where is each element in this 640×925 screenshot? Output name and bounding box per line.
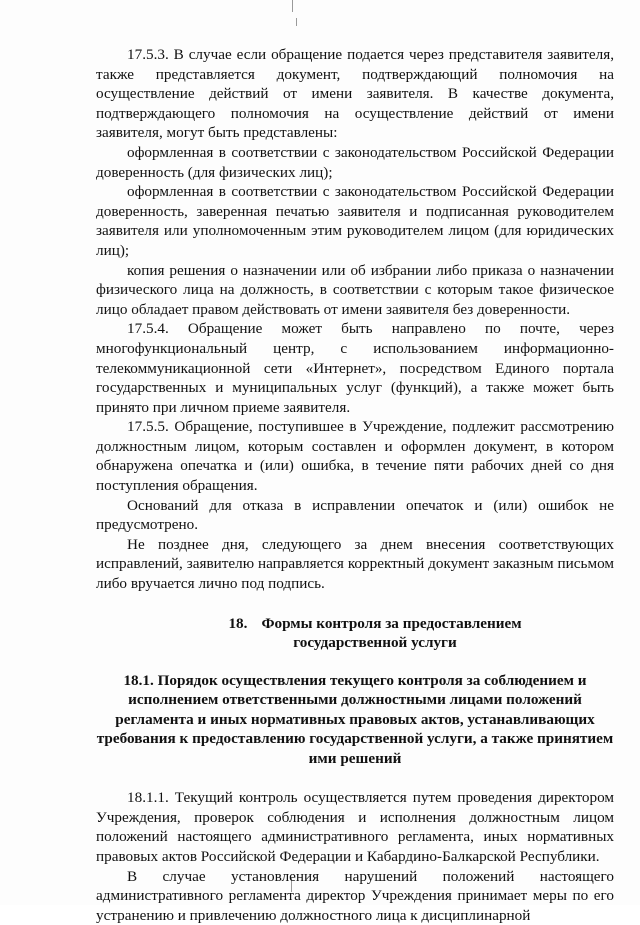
section-18-heading: [96, 614, 614, 652]
section-18-title-line2: государственной услуги: [293, 634, 456, 651]
paragraph-17-5-5: 17.5.5. Обращение, поступившее в Учреждение, подлежит рассмотрению должностным лицом, которым составлен и оформлен документ, в котором обнаружена опечатка и (или) ошибка, в течение пяти рабочих дней со дня поступления обращения.: [96, 417, 614, 495]
section-18-title-line1: Формы контроля за предоставлением: [261, 615, 521, 632]
section-18-number: 18.: [228, 614, 247, 633]
scan-speck: [292, 0, 293, 12]
paragraph-17-5-3: 17.5.3. В случае если обращение подается через представителя заявителя, также представляется документ, подтверждающий полномочия на осуществление действий от имени заявителя. В качестве документа, подтверждающего полномочия на осуществление действий от имени заявителя, могут быть представлены:: [96, 45, 614, 143]
paragraph-power-of-attorney-individuals: оформленная в соответствии с законодательством Российской Федерации доверенность (для физических лиц);: [96, 143, 614, 182]
scan-speck: [296, 18, 297, 26]
paragraph-power-of-attorney-legal-entities: оформленная в соответствии с законодательством Российской Федерации доверенность, заверенная печатью заявителя и подписанная руководителем заявителя или уполномоченным этим руководителем лицом (для юридических лиц);: [96, 182, 614, 260]
paragraph-no-refusal-grounds: Оснований для отказа в исправлении опечаток и (или) ошибок не предусмотрено.: [96, 496, 614, 535]
paragraph-violations-measures: В случае установления нарушений положений настоящего административного регламента директор Учреждения принимает меры по его устранению и привлечению должностного лица к дисциплинарной: [96, 867, 614, 925]
paragraph-appointment-decision: копия решения о назначении или об избрании либо приказа о назначении физического лица на должность, в соответствии с которым такое физическое лицо обладает правом действовать от имени заявителя без доверенности.: [96, 261, 614, 320]
document-body: [96, 45, 614, 925]
section-18-1-heading: 18.1. Порядок осуществления текущего контроля за соблюдением и исполнением ответственными должностными лицами положений регламента и иных нормативных правовых актов, устанавливающих требования к предоставлению государственной услуги, а также принятием ими решений: [96, 671, 614, 769]
paragraph-17-5-4: 17.5.4. Обращение может быть направлено по почте, через многофункциональный центр, с использованием информационно-телекоммуникационной сети «Интернет», посредством Единого портала государственных и муниципальных услуг (функций), а также может быть принято при личном приеме заявителя.: [96, 319, 614, 417]
paragraph-corrected-document-delivery: Не позднее дня, следующего за днем внесения соответствующих исправлений, заявителю направляется корректный документ заказным письмом либо вручается лично под подпись.: [96, 535, 614, 594]
spacer: [96, 768, 614, 788]
paragraph-18-1-1: 18.1.1. Текущий контроль осуществляется путем проведения директором Учреждения, проверок соблюдения и исполнения должностным лицом положений настоящего административного регламента, иных нормативных правовых актов Российской Федерации и Кабардино-Балкарской Республики.: [96, 788, 614, 866]
